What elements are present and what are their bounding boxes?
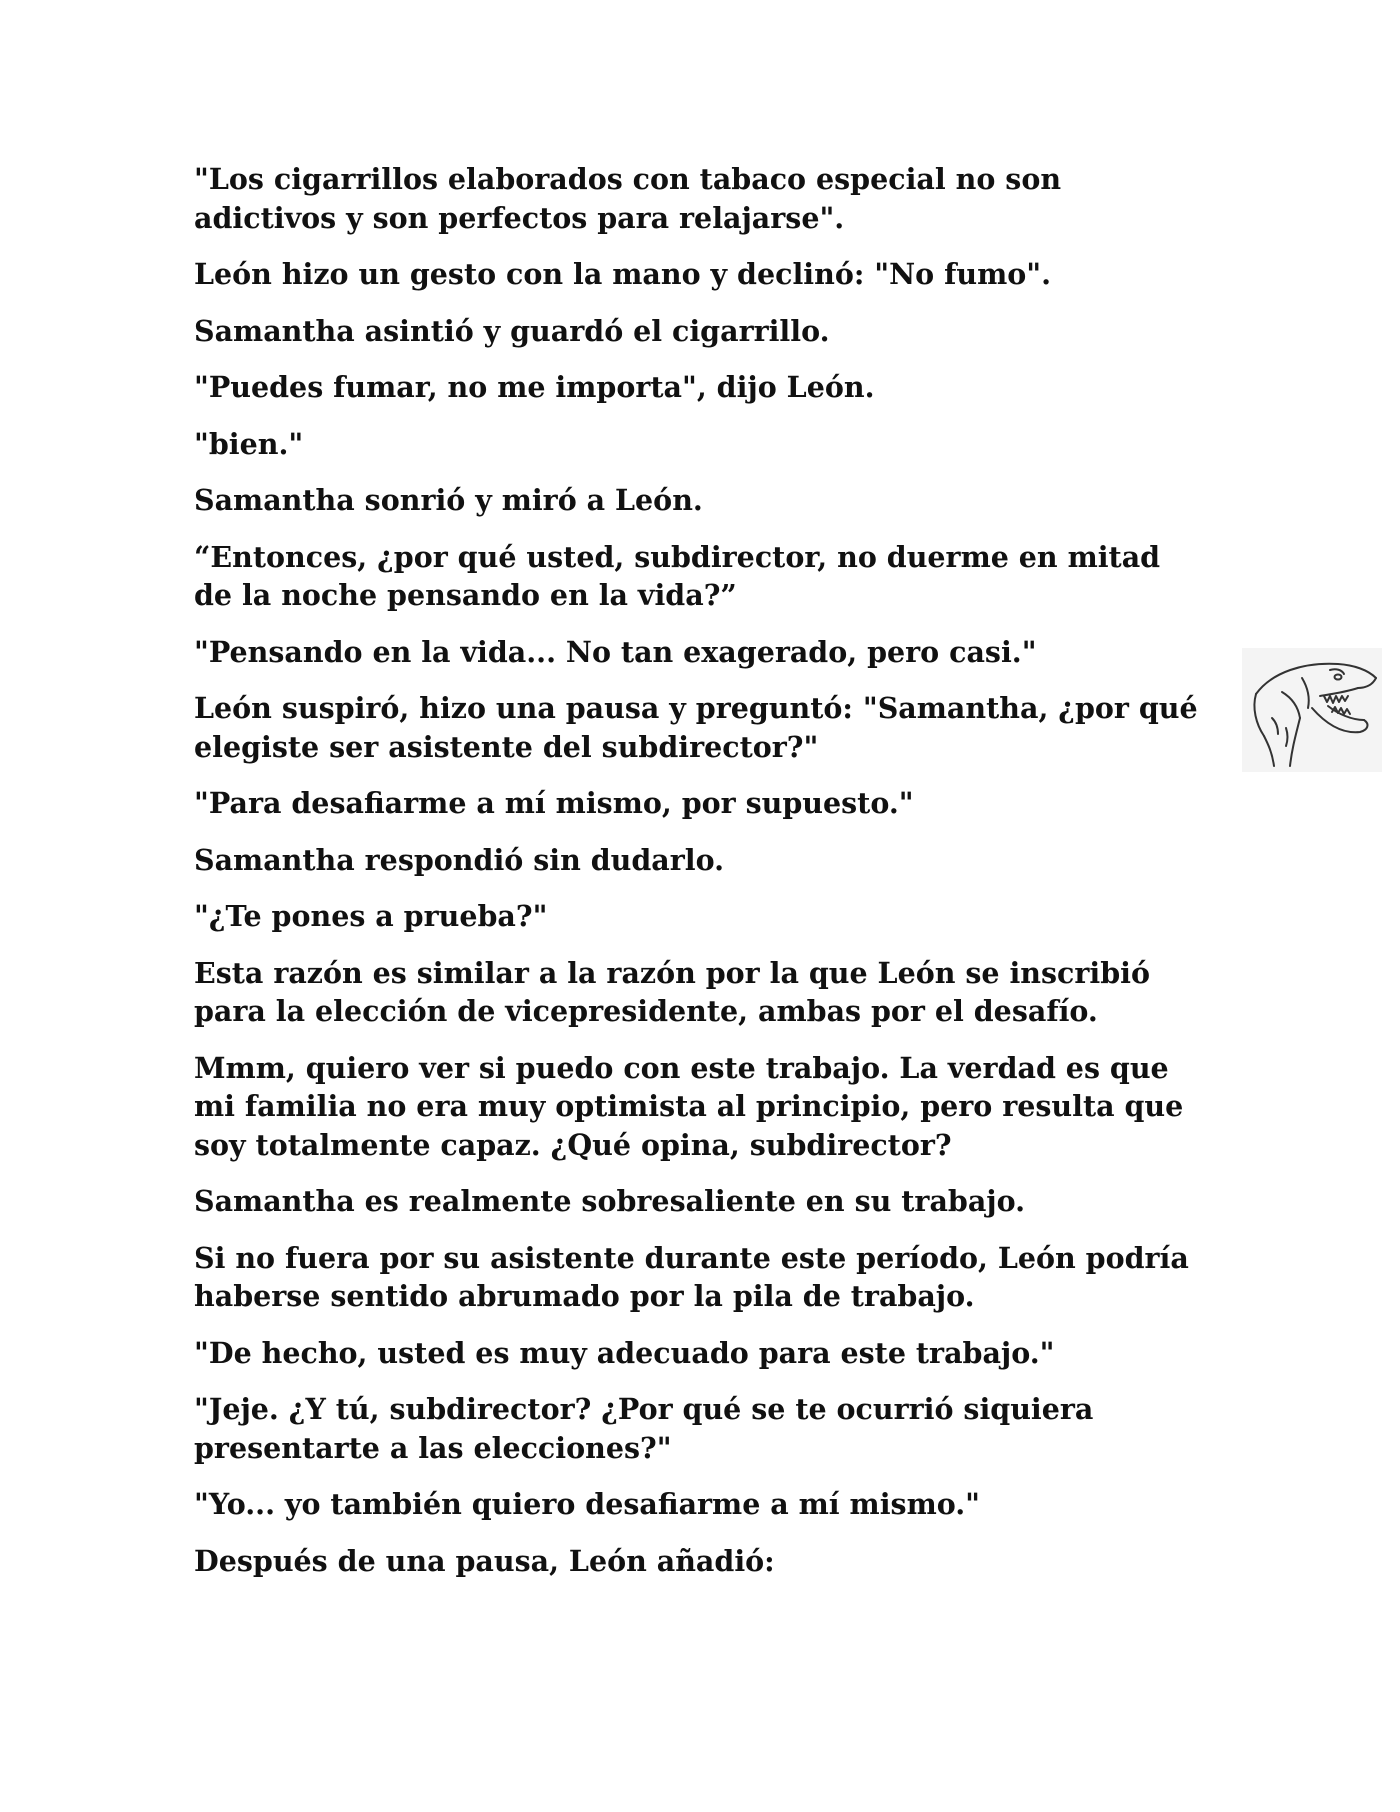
paragraph-11: Samantha respondió sin dudarlo. — [194, 842, 725, 877]
paragraph-4: "Puedes fumar, no me importa", dijo León. — [194, 370, 875, 404]
paragraph-6: Samantha sonrió y miró a León. — [194, 483, 703, 517]
paragraph-8: "Pensando en la vida... No tan exagerado, pero casi." — [194, 634, 1037, 669]
dinosaur-head-sketch-icon — [1242, 648, 1382, 772]
paragraph-1: "Los cigarrillos elaborados con tabaco especial no son adictivos y son perfectos para relajarse". — [194, 162, 1062, 235]
paragraph-17: "De hecho, usted es muy adecuado para este trabajo." — [194, 1335, 1055, 1370]
story-text — [194, 160, 1224, 1598]
paragraph-16: Si no fuera por su asistente durante este período, León podría haberse sentido abrumado por la pila de trabajo. — [194, 1240, 1189, 1313]
paragraph-3: Samantha asintió y guardó el cigarrillo. — [194, 313, 830, 348]
paragraph-20: Después de una pausa, León añadió: — [194, 1543, 775, 1578]
paragraph-2: León hizo un gesto con la mano y declinó: "No fumo". — [194, 257, 1052, 291]
paragraph-5: "bien." — [194, 426, 304, 461]
paragraph-13: Esta razón es similar a la razón por la que León se inscribió para la elección de vicepresidente, ambas por el desafío. — [194, 955, 1151, 1028]
paragraph-7: “Entonces, ¿por qué usted, subdirector, no duerme en mitad de la noche pensando en la vida?” — [194, 539, 1161, 612]
paragraph-15: Samantha es realmente sobresaliente en su trabajo. — [194, 1184, 1026, 1218]
paragraph-14: Mmm, quiero ver si puedo con este trabajo. La verdad es que mi familia no era muy optimista al principio, pero resulta que soy totalmente capaz. ¿Qué opina, subdirector? — [194, 1050, 1184, 1162]
paragraph-9: León suspiró, hizo una pausa y preguntó: "Samantha, ¿por qué elegiste ser asistente del subdirector?" — [194, 691, 1198, 764]
paragraph-12: "¿Te pones a prueba?" — [194, 899, 548, 933]
paragraph-10: "Para desafiarme a mí mismo, por supuesto." — [194, 786, 914, 820]
paragraph-18: "Jeje. ¿Y tú, subdirector? ¿Por qué se te ocurrió siquiera presentarte a las elecciones?" — [194, 1392, 1094, 1465]
paragraph-19: "Yo... yo también quiero desafiarme a mí mismo." — [194, 1487, 981, 1521]
